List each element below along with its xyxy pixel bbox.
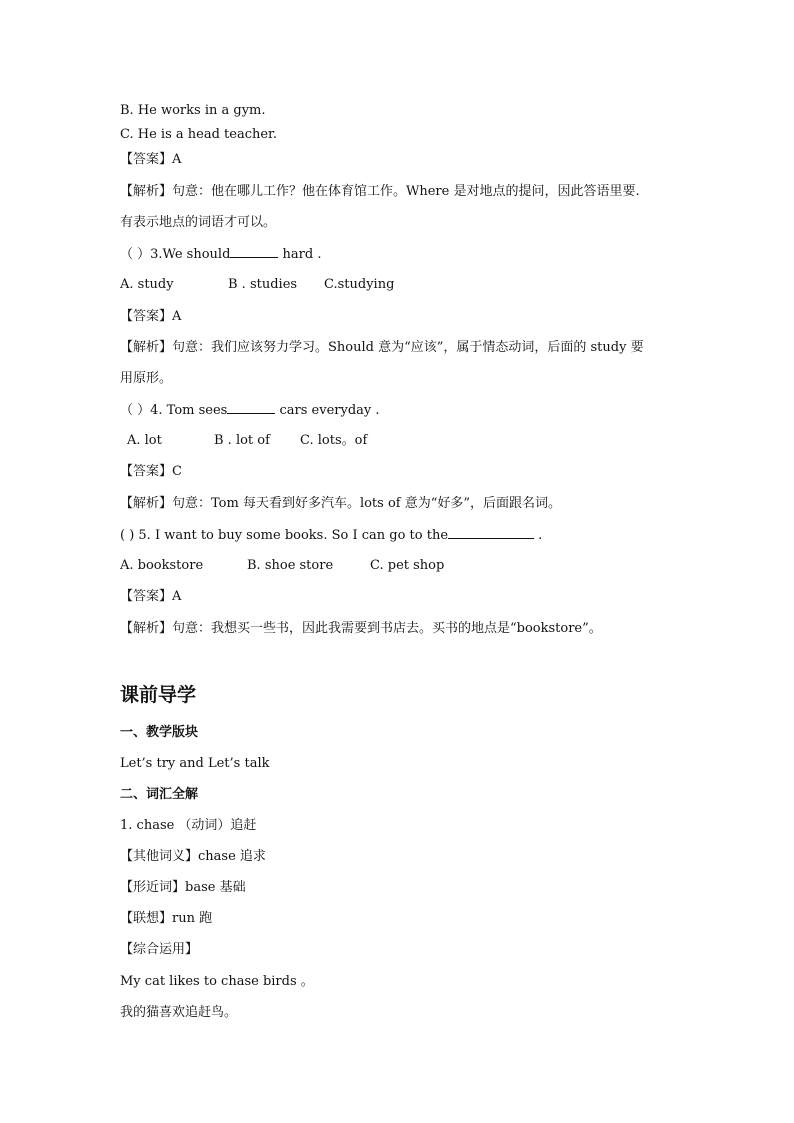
q4-option-b: B . lot of xyxy=(214,433,270,448)
q5-blank xyxy=(448,527,534,539)
q3-option-a: A. study xyxy=(120,277,174,292)
q5-option-a: A. bookstore xyxy=(120,558,204,573)
q4-analysis: 【解析】句意：Tom 每天看到好多汽车。lots of 意为“好多”，后面跟名词。 xyxy=(120,496,562,511)
vocab-line: 1. chase （动词）追赶 xyxy=(120,818,257,833)
q3-question xyxy=(120,246,321,263)
q2-analysis-line1: 【解析】句意：他在哪儿工作？他在体育馆工作。Where 是对地点的提问，因此答语里要. xyxy=(120,184,640,199)
q4-prefix: （ ）4. Tom sees xyxy=(120,403,228,418)
q2-option-b: B. He works in a gym. xyxy=(120,103,266,118)
q2-answer: 【答案】A xyxy=(120,152,182,167)
q5-suffix: . xyxy=(534,528,543,543)
q4-option-c: C. lots。of xyxy=(300,433,368,448)
q3-blank xyxy=(230,246,278,258)
q4-suffix: cars everyday . xyxy=(275,403,380,418)
association: 【联想】run 跑 xyxy=(120,911,213,926)
q3-prefix: （ ）3.We should xyxy=(120,247,231,262)
usage-title: 【综合运用】 xyxy=(120,942,199,957)
q5-option-c: C. pet shop xyxy=(370,558,445,573)
q5-prefix: ( ) 5. I want to buy some books. So I can go to the xyxy=(120,528,449,543)
section2-title: 二、词汇全解 xyxy=(120,787,199,802)
section1-text: Let’s try and Let’s talk xyxy=(120,756,270,771)
similar-word: 【形近词】base 基础 xyxy=(120,880,246,895)
q5-answer: 【答案】A xyxy=(120,589,182,604)
q3-suffix: hard . xyxy=(278,247,322,262)
q4-option-a: A. lot xyxy=(127,433,162,448)
q5-analysis: 【解析】句意：我想买一些书，因此我需要到书店去。买书的地点是“bookstore”。 xyxy=(120,621,602,636)
other-meaning: 【其他词义】chase 追求 xyxy=(120,849,266,864)
q4-answer: 【答案】C xyxy=(120,464,182,479)
q5-option-b: B. shoe store xyxy=(247,558,334,573)
q3-analysis-line1: 【解析】句意：我们应该努力学习。Should 意为“应该”，属于情态动词，后面的 study 要 xyxy=(120,340,644,355)
guide-title: 课前导学 xyxy=(120,684,197,706)
example-chinese: 我的猫喜欢追赶鸟。 xyxy=(120,1005,238,1020)
q3-analysis-line2: 用原形。 xyxy=(120,371,173,386)
q3-option-c: C.studying xyxy=(324,277,395,292)
q2-analysis-line2: 有表示地点的词语才可以。 xyxy=(120,215,277,230)
q4-question xyxy=(120,402,380,419)
q4-blank xyxy=(227,402,275,414)
q3-option-b: B . studies xyxy=(228,277,298,292)
q2-option-c: C. He is a head teacher. xyxy=(120,127,277,142)
q3-answer: 【答案】A xyxy=(120,309,182,324)
section1-title: 一、教学版块 xyxy=(120,725,199,740)
example-english: My cat likes to chase birds 。 xyxy=(120,974,314,989)
q5-question xyxy=(120,527,542,544)
